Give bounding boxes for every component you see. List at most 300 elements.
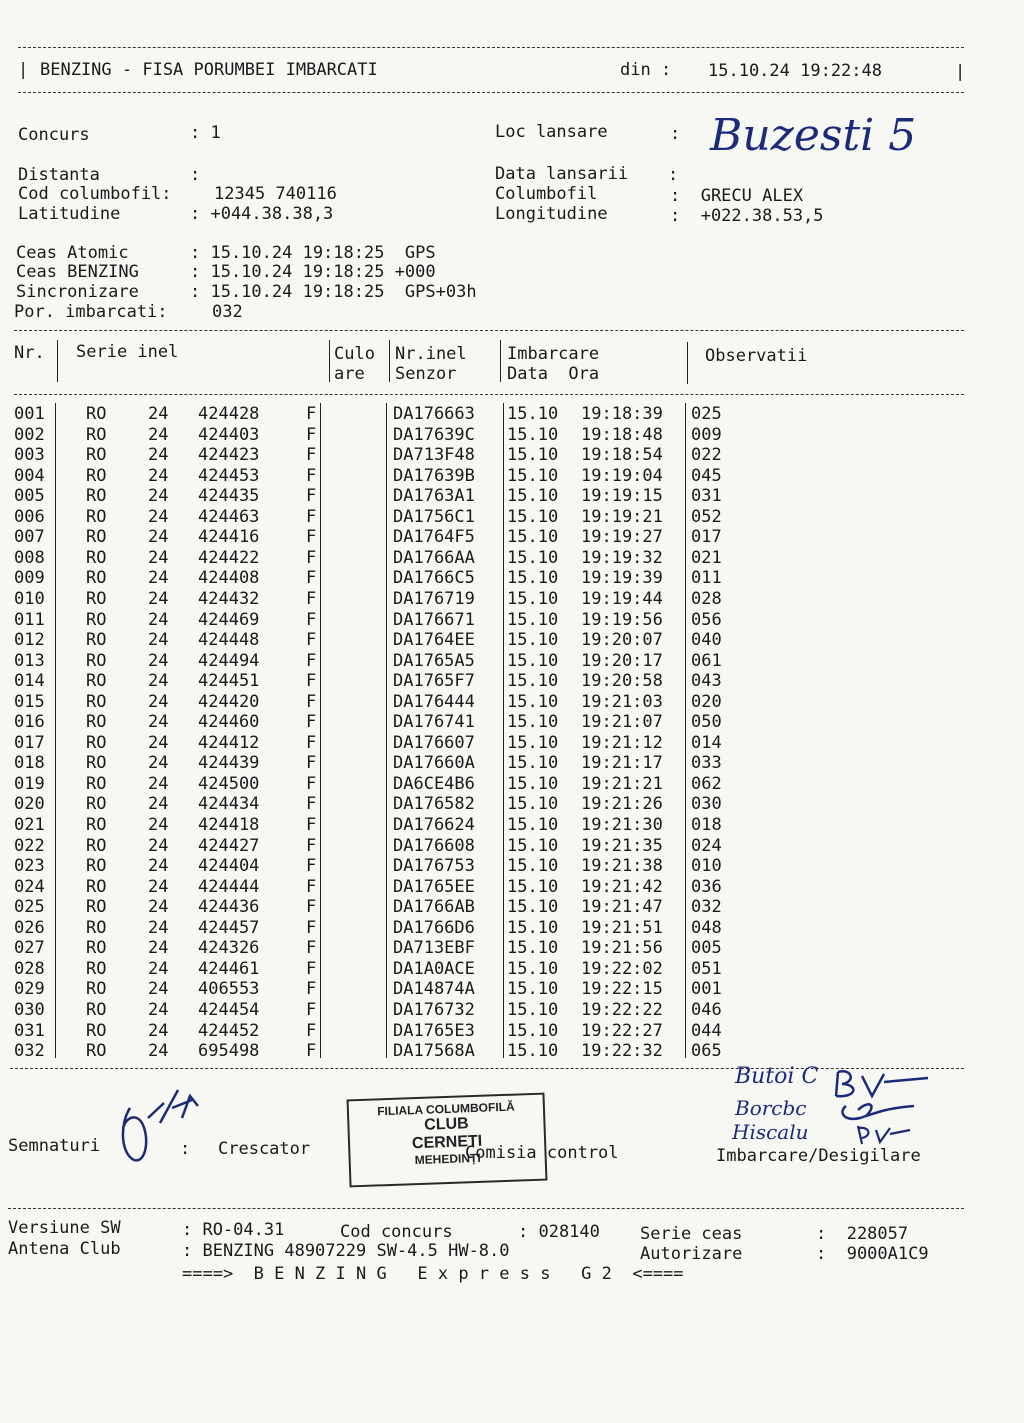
row-nr: 016 — [14, 712, 45, 733]
row-date: 15.10 — [507, 979, 559, 1000]
row-time: 19:19:04 — [581, 465, 663, 486]
row-observatii: 036 — [691, 876, 722, 897]
row-observatii: 011 — [691, 568, 722, 589]
row-sex: F — [306, 897, 317, 918]
row-nr: 006 — [14, 506, 45, 527]
row-sex: F — [306, 979, 317, 1000]
row-time: 19:19:44 — [581, 588, 663, 609]
row-sex: F — [306, 465, 317, 486]
row-ring-number: 424494 — [198, 650, 260, 671]
table-row — [0, 1041, 1024, 1062]
row-time: 19:21:42 — [581, 876, 663, 897]
row-ring-number: 406553 — [198, 979, 260, 1000]
row-year: 24 — [148, 979, 169, 1000]
table-row — [0, 774, 1024, 795]
row-observatii: 017 — [691, 527, 722, 548]
row-ring-number: 424463 — [198, 506, 260, 527]
row-country: RO — [86, 691, 107, 712]
antena-club-value: : BENZING 48907229 SW-4.5 HW-8.0 — [182, 1241, 510, 1261]
row-year: 24 — [148, 424, 169, 445]
ceas-benzing-label: Ceas BENZING — [16, 262, 139, 282]
table-row — [0, 507, 1024, 528]
row-country: RO — [86, 671, 107, 692]
table-row — [0, 568, 1024, 589]
row-time: 19:18:39 — [581, 404, 663, 424]
row-sensor: DA17568A — [393, 1041, 475, 1062]
row-date: 15.10 — [507, 691, 559, 712]
row-nr: 012 — [14, 630, 45, 651]
table-row — [0, 1021, 1024, 1042]
row-nr: 027 — [14, 938, 45, 959]
row-sex: F — [306, 712, 317, 733]
loc-lansare-label: Loc lansare — [495, 122, 608, 142]
stamp-line-2: CLUB — [423, 1115, 469, 1134]
row-time: 19:21:47 — [581, 897, 663, 918]
row-date: 15.10 — [507, 588, 559, 609]
row-sensor: DA1765A5 — [393, 650, 475, 671]
row-year: 24 — [148, 1020, 169, 1041]
row-date: 15.10 — [507, 917, 559, 938]
row-observatii: 062 — [691, 773, 722, 794]
row-observatii: 031 — [691, 486, 722, 507]
header-title: BENZING - FISA PORUMBEI IMBARCATI — [40, 60, 378, 80]
row-sex: F — [306, 650, 317, 671]
row-ring-number: 424404 — [198, 856, 260, 877]
row-observatii: 030 — [691, 794, 722, 815]
row-sensor: DA1765EE — [393, 876, 475, 897]
header-bottom-divider — [18, 92, 964, 93]
row-time: 19:21:26 — [581, 794, 663, 815]
row-ring-number: 424418 — [198, 815, 260, 835]
row-year: 24 — [148, 445, 169, 466]
row-nr: 007 — [14, 527, 45, 548]
row-observatii: 009 — [691, 424, 722, 445]
row-country: RO — [86, 856, 107, 877]
row-time: 19:22:15 — [581, 979, 663, 1000]
row-sensor: DA176607 — [393, 732, 475, 753]
row-observatii: 014 — [691, 732, 722, 753]
row-nr: 005 — [14, 486, 45, 507]
row-observatii: 033 — [691, 753, 722, 774]
row-observatii: 022 — [691, 445, 722, 466]
semnaturi-label: Semnaturi — [8, 1136, 101, 1156]
row-sex: F — [306, 568, 317, 589]
row-sex: F — [306, 404, 317, 424]
row-country: RO — [86, 917, 107, 938]
row-country: RO — [86, 506, 107, 527]
row-nr: 031 — [14, 1020, 45, 1041]
por-imbarcati-value: 032 — [212, 302, 243, 322]
data-lansarii-value: : — [668, 165, 679, 185]
row-sensor: DA1766AB — [393, 897, 475, 918]
row-sensor: DA176663 — [393, 404, 475, 424]
row-sex: F — [306, 630, 317, 651]
col-header-culoare-2: are — [334, 364, 365, 384]
row-year: 24 — [148, 650, 169, 671]
header-sep-5 — [687, 342, 688, 384]
row-time: 19:20:17 — [581, 650, 663, 671]
row-time: 19:21:35 — [581, 835, 663, 856]
row-year: 24 — [148, 835, 169, 856]
columbofil-value: : GRECU ALEX — [670, 186, 804, 206]
col-header-serie: Serie inel — [76, 342, 179, 362]
distanta-value: : — [190, 165, 201, 185]
table-row — [0, 425, 1024, 446]
row-date: 15.10 — [507, 1041, 559, 1062]
row-country: RO — [86, 547, 107, 568]
row-sensor: DA713F48 — [393, 445, 475, 466]
ceas-atomic-value: : 15.10.24 19:18:25 GPS — [190, 243, 436, 263]
row-sensor: DA176444 — [393, 691, 475, 712]
cod-concurs-label: Cod concurs — [340, 1222, 453, 1242]
row-time: 19:21:12 — [581, 732, 663, 753]
row-nr: 010 — [14, 588, 45, 609]
header-left-bar: | — [18, 60, 29, 80]
autorizare-label: Autorizare — [640, 1244, 743, 1264]
row-country: RO — [86, 568, 107, 589]
row-date: 15.10 — [507, 630, 559, 651]
row-nr: 021 — [14, 815, 45, 835]
row-ring-number: 424448 — [198, 630, 260, 651]
row-ring-number: 424435 — [198, 486, 260, 507]
row-country: RO — [86, 445, 107, 466]
row-sensor: DA6CE4B6 — [393, 773, 475, 794]
latitudine-value: : +044.38.38,3 — [190, 204, 334, 224]
row-nr: 030 — [14, 999, 45, 1020]
header-right-bar: | — [955, 62, 966, 82]
row-nr: 008 — [14, 547, 45, 568]
row-observatii: 051 — [691, 958, 722, 979]
row-sex: F — [306, 753, 317, 774]
row-country: RO — [86, 630, 107, 651]
columbofil-label: Columbofil — [495, 184, 598, 204]
table-row — [0, 897, 1024, 918]
row-sensor: DA17639B — [393, 465, 475, 486]
distanta-label: Distanta — [18, 165, 100, 185]
row-ring-number: 424427 — [198, 835, 260, 856]
col-header-imbarcare-2: Data Ora — [507, 364, 600, 384]
versiune-sw-value: : RO-04.31 — [182, 1220, 285, 1240]
table-row — [0, 979, 1024, 1000]
row-year: 24 — [148, 588, 169, 609]
row-observatii: 048 — [691, 917, 722, 938]
header-sep-1 — [57, 340, 58, 382]
row-country: RO — [86, 424, 107, 445]
row-time: 19:21:38 — [581, 856, 663, 877]
row-year: 24 — [148, 527, 169, 548]
row-time: 19:19:56 — [581, 609, 663, 630]
table-row — [0, 959, 1024, 980]
row-sensor: DA17660A — [393, 753, 475, 774]
row-country: RO — [86, 897, 107, 918]
row-sex: F — [306, 1041, 317, 1062]
table-row — [0, 815, 1024, 836]
row-date: 15.10 — [507, 794, 559, 815]
table-row — [0, 466, 1024, 487]
committee-signatures — [818, 1060, 968, 1150]
col-header-nrinel-2: Senzor — [395, 364, 457, 384]
row-country: RO — [86, 835, 107, 856]
row-time: 19:21:17 — [581, 753, 663, 774]
row-date: 15.10 — [507, 815, 559, 835]
col-header-nr: Nr. — [14, 343, 45, 363]
row-ring-number: 424460 — [198, 712, 260, 733]
row-sensor: DA176741 — [393, 712, 475, 733]
table-row — [0, 651, 1024, 672]
row-observatii: 046 — [691, 999, 722, 1020]
stamp-line-3: CERNETI — [411, 1132, 483, 1153]
row-sensor: DA176732 — [393, 999, 475, 1020]
row-observatii: 044 — [691, 1020, 722, 1041]
row-country: RO — [86, 876, 107, 897]
row-ring-number: 424422 — [198, 547, 260, 568]
ceas-benzing-value: : 15.10.24 19:18:25 +000 — [190, 262, 436, 282]
row-nr: 025 — [14, 897, 45, 918]
row-nr: 026 — [14, 917, 45, 938]
row-nr: 004 — [14, 465, 45, 486]
sincronizare-value: : 15.10.24 19:18:25 GPS+03h — [190, 282, 477, 302]
row-observatii: 061 — [691, 650, 722, 671]
table-row — [0, 794, 1024, 815]
serie-ceas-value: : 228057 — [816, 1224, 909, 1244]
table-row — [0, 486, 1024, 507]
row-year: 24 — [148, 856, 169, 877]
versiune-sw-label: Versiune SW — [8, 1218, 121, 1238]
table-row — [0, 630, 1024, 651]
row-date: 15.10 — [507, 712, 559, 733]
row-nr: 022 — [14, 835, 45, 856]
row-observatii: 032 — [691, 897, 722, 918]
row-ring-number: 424451 — [198, 671, 260, 692]
latitudine-label: Latitudine — [18, 204, 121, 224]
committee-name-1: Butoi C — [735, 1064, 819, 1089]
row-time: 19:19:39 — [581, 568, 663, 589]
row-nr: 024 — [14, 876, 45, 897]
row-country: RO — [86, 527, 107, 548]
row-observatii: 005 — [691, 938, 722, 959]
committee-name-3: Hiscalu — [732, 1120, 809, 1144]
table-row — [0, 856, 1024, 877]
row-date: 15.10 — [507, 568, 559, 589]
row-ring-number: 424420 — [198, 691, 260, 712]
row-date: 15.10 — [507, 999, 559, 1020]
table-row — [0, 445, 1024, 466]
row-observatii: 056 — [691, 609, 722, 630]
row-country: RO — [86, 815, 107, 835]
row-sensor: DA176608 — [393, 835, 475, 856]
row-date: 15.10 — [507, 753, 559, 774]
row-sex: F — [306, 486, 317, 507]
row-observatii: 025 — [691, 404, 722, 424]
row-observatii: 001 — [691, 979, 722, 1000]
row-time: 19:19:32 — [581, 547, 663, 568]
row-sex: F — [306, 547, 317, 568]
row-sensor: DA17639C — [393, 424, 475, 445]
row-year: 24 — [148, 938, 169, 959]
row-observatii: 040 — [691, 630, 722, 651]
row-sensor: DA1766D6 — [393, 917, 475, 938]
col-header-culoare-1: Culo — [334, 344, 375, 364]
crescator-label: Crescator — [218, 1139, 311, 1159]
row-ring-number: 424432 — [198, 588, 260, 609]
row-ring-number: 424439 — [198, 753, 260, 774]
row-country: RO — [86, 1041, 107, 1062]
row-country: RO — [86, 609, 107, 630]
row-date: 15.10 — [507, 773, 559, 794]
row-sensor: DA1764EE — [393, 630, 475, 651]
row-sex: F — [306, 958, 317, 979]
row-sex: F — [306, 445, 317, 466]
header-date-label: din : — [620, 60, 672, 80]
row-sex: F — [306, 1020, 317, 1041]
row-year: 24 — [148, 547, 169, 568]
row-date: 15.10 — [507, 404, 559, 424]
row-time: 19:19:27 — [581, 527, 663, 548]
row-date: 15.10 — [507, 938, 559, 959]
cod-concurs-value: : 028140 — [518, 1222, 600, 1242]
row-ring-number: 695498 — [198, 1041, 260, 1062]
row-date: 15.10 — [507, 897, 559, 918]
row-ring-number: 424408 — [198, 568, 260, 589]
row-sex: F — [306, 815, 317, 835]
row-nr: 011 — [14, 609, 45, 630]
signatures-sep: : — [180, 1139, 191, 1159]
row-year: 24 — [148, 404, 169, 424]
header-sep-4 — [500, 340, 501, 382]
row-nr: 032 — [14, 1041, 45, 1062]
table-row — [0, 610, 1024, 631]
autorizare-value: : 9000A1C9 — [816, 1244, 929, 1264]
row-ring-number: 424423 — [198, 445, 260, 466]
cod-columbofil-label: Cod columbofil: — [18, 184, 172, 204]
table-row — [0, 753, 1024, 774]
brand-footer: ====> B E N Z I N G E x p r e s s G 2 <==== — [182, 1264, 684, 1284]
row-country: RO — [86, 1020, 107, 1041]
row-date: 15.10 — [507, 650, 559, 671]
ceas-atomic-label: Ceas Atomic — [16, 243, 129, 263]
row-country: RO — [86, 588, 107, 609]
row-nr: 001 — [14, 404, 45, 424]
row-nr: 028 — [14, 958, 45, 979]
row-date: 15.10 — [507, 609, 559, 630]
row-year: 24 — [148, 671, 169, 692]
row-nr: 019 — [14, 773, 45, 794]
row-sex: F — [306, 917, 317, 938]
row-sex: F — [306, 876, 317, 897]
row-date: 15.10 — [507, 527, 559, 548]
row-ring-number: 424444 — [198, 876, 260, 897]
row-observatii: 024 — [691, 835, 722, 856]
row-observatii: 010 — [691, 856, 722, 877]
row-time: 19:19:21 — [581, 506, 663, 527]
row-country: RO — [86, 486, 107, 507]
row-year: 24 — [148, 917, 169, 938]
stamp-line-1: FILIALA COLUMBOFILĂ — [376, 1099, 515, 1119]
row-sensor: DA1766C5 — [393, 568, 475, 589]
table-top-divider — [14, 330, 964, 331]
row-date: 15.10 — [507, 732, 559, 753]
header-date-value: 15.10.24 19:22:48 — [708, 61, 882, 81]
row-sex: F — [306, 527, 317, 548]
col-header-nrinel-1: Nr.inel — [395, 344, 467, 364]
row-year: 24 — [148, 897, 169, 918]
row-time: 19:21:21 — [581, 773, 663, 794]
row-sensor: DA1A0ACE — [393, 958, 475, 979]
row-observatii: 065 — [691, 1041, 722, 1062]
row-nr: 029 — [14, 979, 45, 1000]
row-country: RO — [86, 404, 107, 424]
row-nr: 009 — [14, 568, 45, 589]
row-time: 19:21:07 — [581, 712, 663, 733]
row-observatii: 050 — [691, 712, 722, 733]
longitudine-value: : +022.38.53,5 — [670, 206, 824, 226]
row-sex: F — [306, 424, 317, 445]
loc-lansare-handwritten: Buzesti 5 — [710, 110, 917, 161]
row-country: RO — [86, 938, 107, 959]
row-country: RO — [86, 732, 107, 753]
row-year: 24 — [148, 486, 169, 507]
table-row — [0, 589, 1024, 610]
table-row — [0, 836, 1024, 857]
row-country: RO — [86, 999, 107, 1020]
committee-name-2: Borcbc — [735, 1096, 807, 1120]
row-sex: F — [306, 938, 317, 959]
row-year: 24 — [148, 753, 169, 774]
row-ring-number: 424403 — [198, 424, 260, 445]
row-observatii: 018 — [691, 815, 722, 835]
table-row — [0, 692, 1024, 713]
row-ring-number: 424326 — [198, 938, 260, 959]
row-year: 24 — [148, 1041, 169, 1062]
row-ring-number: 424453 — [198, 465, 260, 486]
row-sex: F — [306, 794, 317, 815]
row-year: 24 — [148, 691, 169, 712]
row-country: RO — [86, 979, 107, 1000]
row-ring-number: 424412 — [198, 732, 260, 753]
row-date: 15.10 — [507, 547, 559, 568]
row-date: 15.10 — [507, 835, 559, 856]
row-year: 24 — [148, 712, 169, 733]
row-time: 19:18:54 — [581, 445, 663, 466]
row-observatii: 021 — [691, 547, 722, 568]
row-country: RO — [86, 465, 107, 486]
cod-columbofil-value: 12345 740116 — [214, 184, 337, 204]
row-country: RO — [86, 650, 107, 671]
row-sensor: DA176671 — [393, 609, 475, 630]
table-header-divider — [14, 394, 964, 395]
row-nr: 018 — [14, 753, 45, 774]
row-ring-number: 424428 — [198, 404, 260, 424]
row-ring-number: 424469 — [198, 609, 260, 630]
row-time: 19:22:32 — [581, 1041, 663, 1062]
row-sex: F — [306, 588, 317, 609]
club-stamp — [347, 1093, 548, 1188]
table-row — [0, 527, 1024, 548]
row-sensor: DA1764F5 — [393, 527, 475, 548]
row-date: 15.10 — [507, 506, 559, 527]
table-row — [0, 938, 1024, 959]
row-sensor: DA713EBF — [393, 938, 475, 959]
serie-ceas-label: Serie ceas — [640, 1224, 743, 1244]
table-row — [0, 404, 1024, 425]
row-ring-number: 424457 — [198, 917, 260, 938]
loc-lansare-sep: : — [670, 124, 681, 144]
row-time: 19:21:30 — [581, 815, 663, 835]
row-sex: F — [306, 691, 317, 712]
row-observatii: 052 — [691, 506, 722, 527]
row-time: 19:22:02 — [581, 958, 663, 979]
row-time: 19:20:07 — [581, 630, 663, 651]
